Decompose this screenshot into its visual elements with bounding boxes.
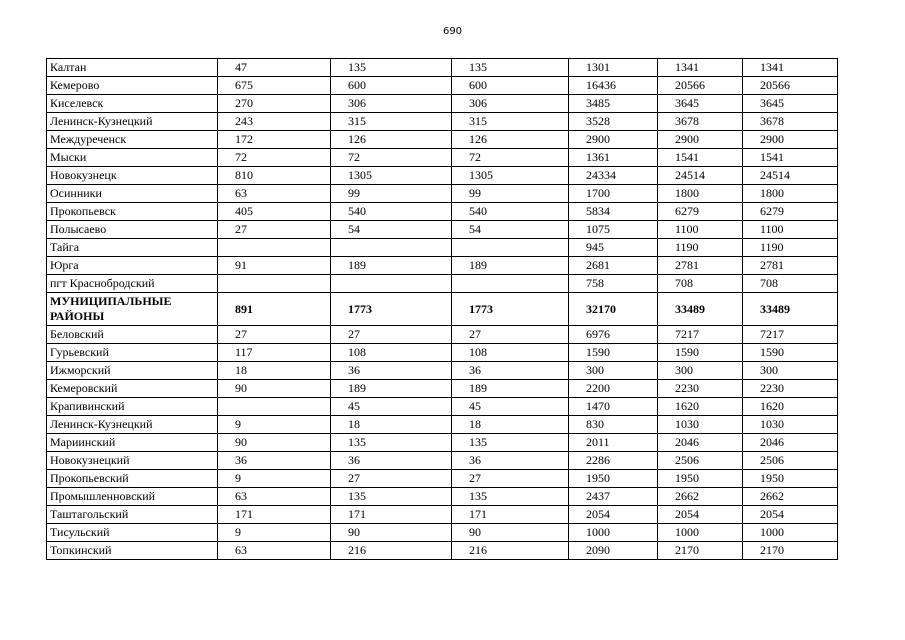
value-cell	[452, 275, 569, 293]
table-row	[47, 203, 838, 221]
value-cell: 20566	[743, 77, 838, 95]
value-cell: 24514	[743, 167, 838, 185]
table-row	[47, 149, 838, 167]
table-row	[47, 542, 838, 560]
value-cell: 90	[218, 434, 331, 452]
value-cell: 1341	[743, 59, 838, 77]
value-cell: 36	[452, 452, 569, 470]
value-cell: 33489	[658, 293, 743, 326]
value-cell: 1075	[569, 221, 658, 239]
value-cell: 1590	[658, 344, 743, 362]
value-cell: 72	[452, 149, 569, 167]
value-cell: 1700	[569, 185, 658, 203]
value-cell: 1800	[658, 185, 743, 203]
value-cell: 18	[218, 362, 331, 380]
value-cell: 27	[218, 221, 331, 239]
value-cell: 1100	[743, 221, 838, 239]
value-cell: 63	[218, 542, 331, 560]
row-name-cell: Осинники	[47, 185, 218, 203]
row-name-cell: Топкинский	[47, 542, 218, 560]
value-cell: 1361	[569, 149, 658, 167]
value-cell: 126	[452, 131, 569, 149]
table-row	[47, 77, 838, 95]
row-name-cell: Прокопьевский	[47, 470, 218, 488]
value-cell: 2681	[569, 257, 658, 275]
value-cell: 708	[743, 275, 838, 293]
value-cell: 2900	[743, 131, 838, 149]
value-cell: 600	[452, 77, 569, 95]
value-cell: 135	[452, 434, 569, 452]
value-cell: 189	[331, 380, 452, 398]
table-row	[47, 113, 838, 131]
value-cell: 3485	[569, 95, 658, 113]
row-name-cell: Промышленновский	[47, 488, 218, 506]
row-name-cell: Ленинск-Кузнецкий	[47, 416, 218, 434]
value-cell: 1773	[452, 293, 569, 326]
value-cell: 1800	[743, 185, 838, 203]
value-cell: 7217	[658, 326, 743, 344]
value-cell: 2011	[569, 434, 658, 452]
value-cell: 36	[331, 452, 452, 470]
value-cell: 540	[452, 203, 569, 221]
table-row	[47, 257, 838, 275]
value-cell: 189	[452, 380, 569, 398]
row-name-cell: Калтан	[47, 59, 218, 77]
value-cell: 18	[331, 416, 452, 434]
page-number: 690	[442, 26, 463, 37]
value-cell: 2437	[569, 488, 658, 506]
value-cell: 171	[218, 506, 331, 524]
value-cell: 2662	[658, 488, 743, 506]
row-name-cell: Тисульский	[47, 524, 218, 542]
value-cell: 675	[218, 77, 331, 95]
value-cell	[218, 398, 331, 416]
value-cell: 27	[331, 326, 452, 344]
value-cell: 189	[331, 257, 452, 275]
value-cell: 6279	[658, 203, 743, 221]
row-name-cell: Прокопьевск	[47, 203, 218, 221]
value-cell: 1541	[658, 149, 743, 167]
value-cell: 216	[452, 542, 569, 560]
value-cell: 45	[452, 398, 569, 416]
value-cell: 3678	[658, 113, 743, 131]
value-cell: 20566	[658, 77, 743, 95]
value-cell: 171	[331, 506, 452, 524]
table-row	[47, 239, 838, 257]
value-cell: 36	[218, 452, 331, 470]
value-cell: 135	[331, 59, 452, 77]
table-body	[47, 59, 838, 560]
value-cell: 2900	[658, 131, 743, 149]
value-cell: 27	[331, 470, 452, 488]
value-cell: 300	[658, 362, 743, 380]
value-cell: 16436	[569, 77, 658, 95]
table-row	[47, 59, 838, 77]
value-cell: 27	[452, 326, 569, 344]
value-cell: 2090	[569, 542, 658, 560]
value-cell: 72	[218, 149, 331, 167]
value-cell: 5834	[569, 203, 658, 221]
value-cell	[331, 275, 452, 293]
value-cell: 63	[218, 185, 331, 203]
value-cell: 108	[452, 344, 569, 362]
table-row	[47, 506, 838, 524]
value-cell: 2900	[569, 131, 658, 149]
table-row	[47, 452, 838, 470]
value-cell: 243	[218, 113, 331, 131]
table-row	[47, 344, 838, 362]
table-row	[47, 293, 838, 326]
value-cell: 2506	[743, 452, 838, 470]
table-row	[47, 398, 838, 416]
table-row	[47, 380, 838, 398]
table-row	[47, 416, 838, 434]
value-cell: 171	[452, 506, 569, 524]
row-name-cell: Киселевск	[47, 95, 218, 113]
value-cell: 315	[452, 113, 569, 131]
row-name-cell: Тайга	[47, 239, 218, 257]
row-name-cell: Междуреченск	[47, 131, 218, 149]
value-cell: 1190	[658, 239, 743, 257]
value-cell: 810	[218, 167, 331, 185]
value-cell: 135	[452, 488, 569, 506]
row-name-cell: Новокузнецк	[47, 167, 218, 185]
value-cell: 2200	[569, 380, 658, 398]
value-cell: 3645	[743, 95, 838, 113]
value-cell: 2781	[658, 257, 743, 275]
table-row	[47, 470, 838, 488]
value-cell: 2054	[569, 506, 658, 524]
value-cell: 27	[452, 470, 569, 488]
value-cell: 405	[218, 203, 331, 221]
value-cell: 2046	[658, 434, 743, 452]
value-cell: 27	[218, 326, 331, 344]
table-row	[47, 488, 838, 506]
value-cell: 540	[331, 203, 452, 221]
value-cell: 830	[569, 416, 658, 434]
value-cell: 270	[218, 95, 331, 113]
value-cell: 99	[452, 185, 569, 203]
value-cell: 1590	[743, 344, 838, 362]
value-cell: 1950	[743, 470, 838, 488]
value-cell	[218, 239, 331, 257]
value-cell: 72	[331, 149, 452, 167]
value-cell: 135	[331, 434, 452, 452]
row-name-cell: Мариинский	[47, 434, 218, 452]
value-cell: 315	[331, 113, 452, 131]
value-cell: 708	[658, 275, 743, 293]
value-cell: 945	[569, 239, 658, 257]
value-cell: 135	[452, 59, 569, 77]
row-name-cell: Мыски	[47, 149, 218, 167]
table-row	[47, 524, 838, 542]
value-cell: 1470	[569, 398, 658, 416]
value-cell: 18	[452, 416, 569, 434]
value-cell: 216	[331, 542, 452, 560]
value-cell: 300	[569, 362, 658, 380]
row-name-cell: Юрга	[47, 257, 218, 275]
value-cell	[331, 239, 452, 257]
value-cell: 90	[452, 524, 569, 542]
row-name-cell: Таштагольский	[47, 506, 218, 524]
value-cell: 1950	[569, 470, 658, 488]
value-cell: 2662	[743, 488, 838, 506]
value-cell: 3528	[569, 113, 658, 131]
value-cell: 9	[218, 524, 331, 542]
value-cell: 9	[218, 416, 331, 434]
value-cell: 36	[331, 362, 452, 380]
row-name-cell: Новокузнецкий	[47, 452, 218, 470]
value-cell: 32170	[569, 293, 658, 326]
value-cell: 891	[218, 293, 331, 326]
row-name-cell: Гурьевский	[47, 344, 218, 362]
row-name-cell: Полысаево	[47, 221, 218, 239]
value-cell: 2286	[569, 452, 658, 470]
data-table	[46, 58, 838, 560]
value-cell: 3645	[658, 95, 743, 113]
table-row	[47, 185, 838, 203]
value-cell: 90	[218, 380, 331, 398]
row-name-cell: Кемеровский	[47, 380, 218, 398]
value-cell: 2506	[658, 452, 743, 470]
row-name-cell: Ижморский	[47, 362, 218, 380]
value-cell: 6279	[743, 203, 838, 221]
value-cell: 135	[331, 488, 452, 506]
value-cell: 9	[218, 470, 331, 488]
value-cell: 1305	[452, 167, 569, 185]
value-cell: 2170	[658, 542, 743, 560]
value-cell: 108	[331, 344, 452, 362]
value-cell: 7217	[743, 326, 838, 344]
value-cell	[218, 275, 331, 293]
value-cell: 36	[452, 362, 569, 380]
table-row	[47, 221, 838, 239]
table-row	[47, 275, 838, 293]
value-cell: 1030	[658, 416, 743, 434]
value-cell: 1620	[743, 398, 838, 416]
value-cell: 2230	[658, 380, 743, 398]
value-cell: 1773	[331, 293, 452, 326]
row-name-cell: Ленинск-Кузнецкий	[47, 113, 218, 131]
value-cell: 6976	[569, 326, 658, 344]
value-cell: 2054	[743, 506, 838, 524]
table-row	[47, 326, 838, 344]
value-cell: 24334	[569, 167, 658, 185]
value-cell: 1590	[569, 344, 658, 362]
value-cell: 99	[331, 185, 452, 203]
value-cell: 600	[331, 77, 452, 95]
table-row	[47, 434, 838, 452]
value-cell: 1190	[743, 239, 838, 257]
value-cell: 1030	[743, 416, 838, 434]
table-row	[47, 95, 838, 113]
value-cell: 1541	[743, 149, 838, 167]
value-cell: 1000	[743, 524, 838, 542]
value-cell: 2230	[743, 380, 838, 398]
value-cell: 1000	[658, 524, 743, 542]
row-name-cell: пгт Краснобродский	[47, 275, 218, 293]
value-cell: 172	[218, 131, 331, 149]
row-name-cell: Беловский	[47, 326, 218, 344]
value-cell: 47	[218, 59, 331, 77]
value-cell: 2170	[743, 542, 838, 560]
value-cell: 54	[452, 221, 569, 239]
value-cell: 1100	[658, 221, 743, 239]
value-cell: 126	[331, 131, 452, 149]
value-cell: 1341	[658, 59, 743, 77]
row-name-cell: МУНИЦИПАЛЬНЫЕ РАЙОНЫ	[47, 293, 218, 326]
value-cell: 1000	[569, 524, 658, 542]
value-cell: 300	[743, 362, 838, 380]
value-cell: 1305	[331, 167, 452, 185]
value-cell: 758	[569, 275, 658, 293]
value-cell: 3678	[743, 113, 838, 131]
value-cell: 45	[331, 398, 452, 416]
value-cell: 2781	[743, 257, 838, 275]
row-name-cell: Кемерово	[47, 77, 218, 95]
value-cell: 2054	[658, 506, 743, 524]
value-cell: 189	[452, 257, 569, 275]
value-cell: 54	[331, 221, 452, 239]
table-row	[47, 167, 838, 185]
value-cell: 63	[218, 488, 331, 506]
value-cell: 117	[218, 344, 331, 362]
value-cell: 1301	[569, 59, 658, 77]
value-cell: 24514	[658, 167, 743, 185]
value-cell: 1620	[658, 398, 743, 416]
value-cell: 1950	[658, 470, 743, 488]
value-cell: 90	[331, 524, 452, 542]
value-cell	[452, 239, 569, 257]
value-cell: 306	[331, 95, 452, 113]
table-row	[47, 362, 838, 380]
value-cell: 2046	[743, 434, 838, 452]
value-cell: 306	[452, 95, 569, 113]
value-cell: 33489	[743, 293, 838, 326]
value-cell: 91	[218, 257, 331, 275]
table-row	[47, 131, 838, 149]
row-name-cell: Крапивинский	[47, 398, 218, 416]
